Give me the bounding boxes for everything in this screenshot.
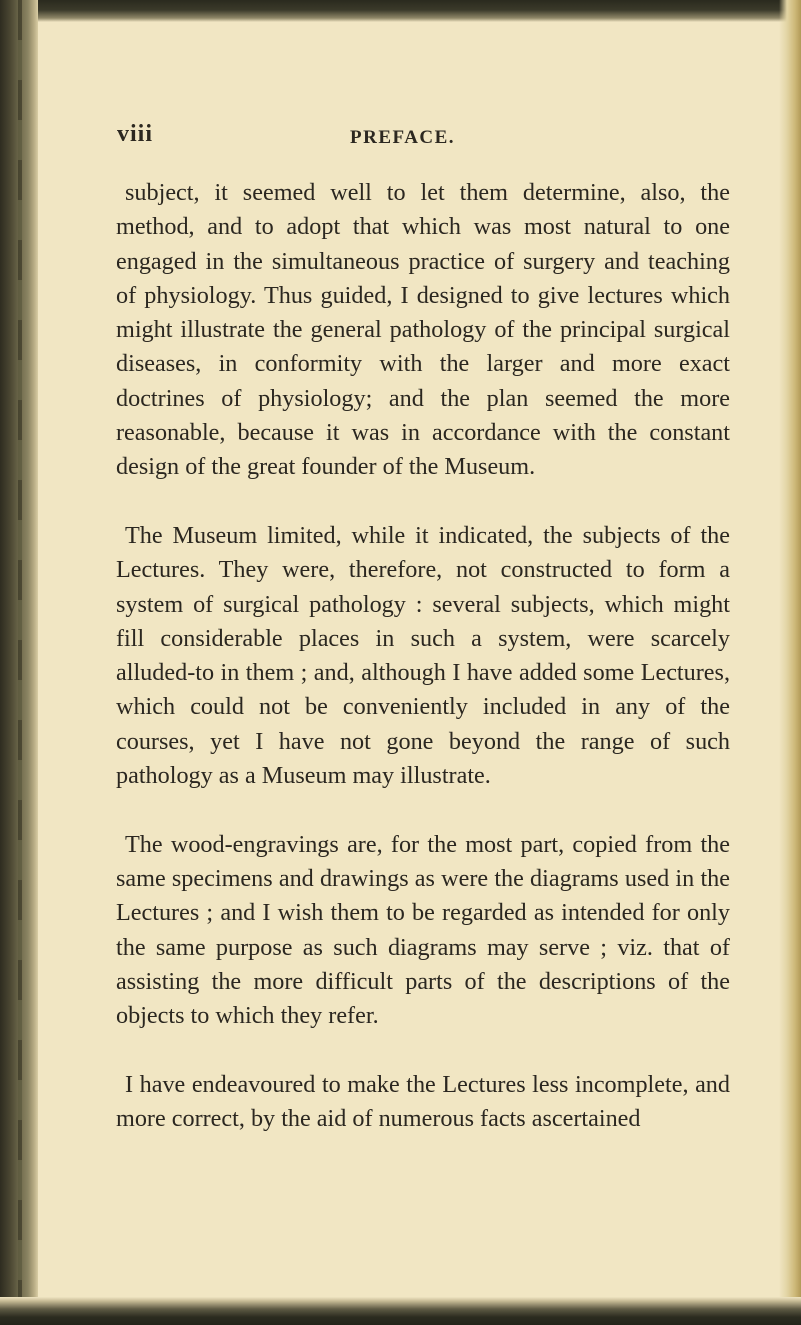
page-top-edge xyxy=(0,0,801,22)
paragraph: subject, it seemed well to let them determine, also, the method, and to adopt that which was most natural to one engaged in the simultaneous practice of surgery and teaching of physiology. Thus guided, I designed to give lectures which might illustrate the general pathology of the principal surgical diseases, in conformity with the larger and more exact doctrines of physiology; and the plan seemed the more reasonable, because it was in accordance with the constant design of the great founder of the Museum. xyxy=(116,179,730,481)
paragraph: The Museum limited, while it indicated, the subjects of the Lectures. They were, therefore, not constructed to form a system of surgical pathology : several subjects, which might fill considerable places in such a system, were scarcely alluded-to in them ; and, although I have added some Lectures, which could not be conveniently included in any of the courses, yet I have not gone beyond the range of such pathology as a Museum may illustrate. xyxy=(116,521,730,790)
page-right-edge xyxy=(779,0,801,1325)
paragraph: I have endeavoured to make the Lectures less incomplete, and more correct, by the aid of numerous facts ascertained xyxy=(116,1070,730,1133)
paragraph: The wood-engravings are, for the most part, copied from the same specimens and drawings as were the diagrams used in the Lectures ; and I wish them to be regarded as intended for only the same purpose as such diagrams may serve ; viz. that of assisting the more difficult parts of the descriptions of the objects to which they refer. xyxy=(116,830,730,1030)
page-bottom-edge xyxy=(0,1297,801,1325)
binding-ridge xyxy=(18,0,22,1325)
body-text xyxy=(116,176,730,1171)
page-number: viii xyxy=(117,121,154,147)
running-header: PREFACE. xyxy=(350,127,456,148)
